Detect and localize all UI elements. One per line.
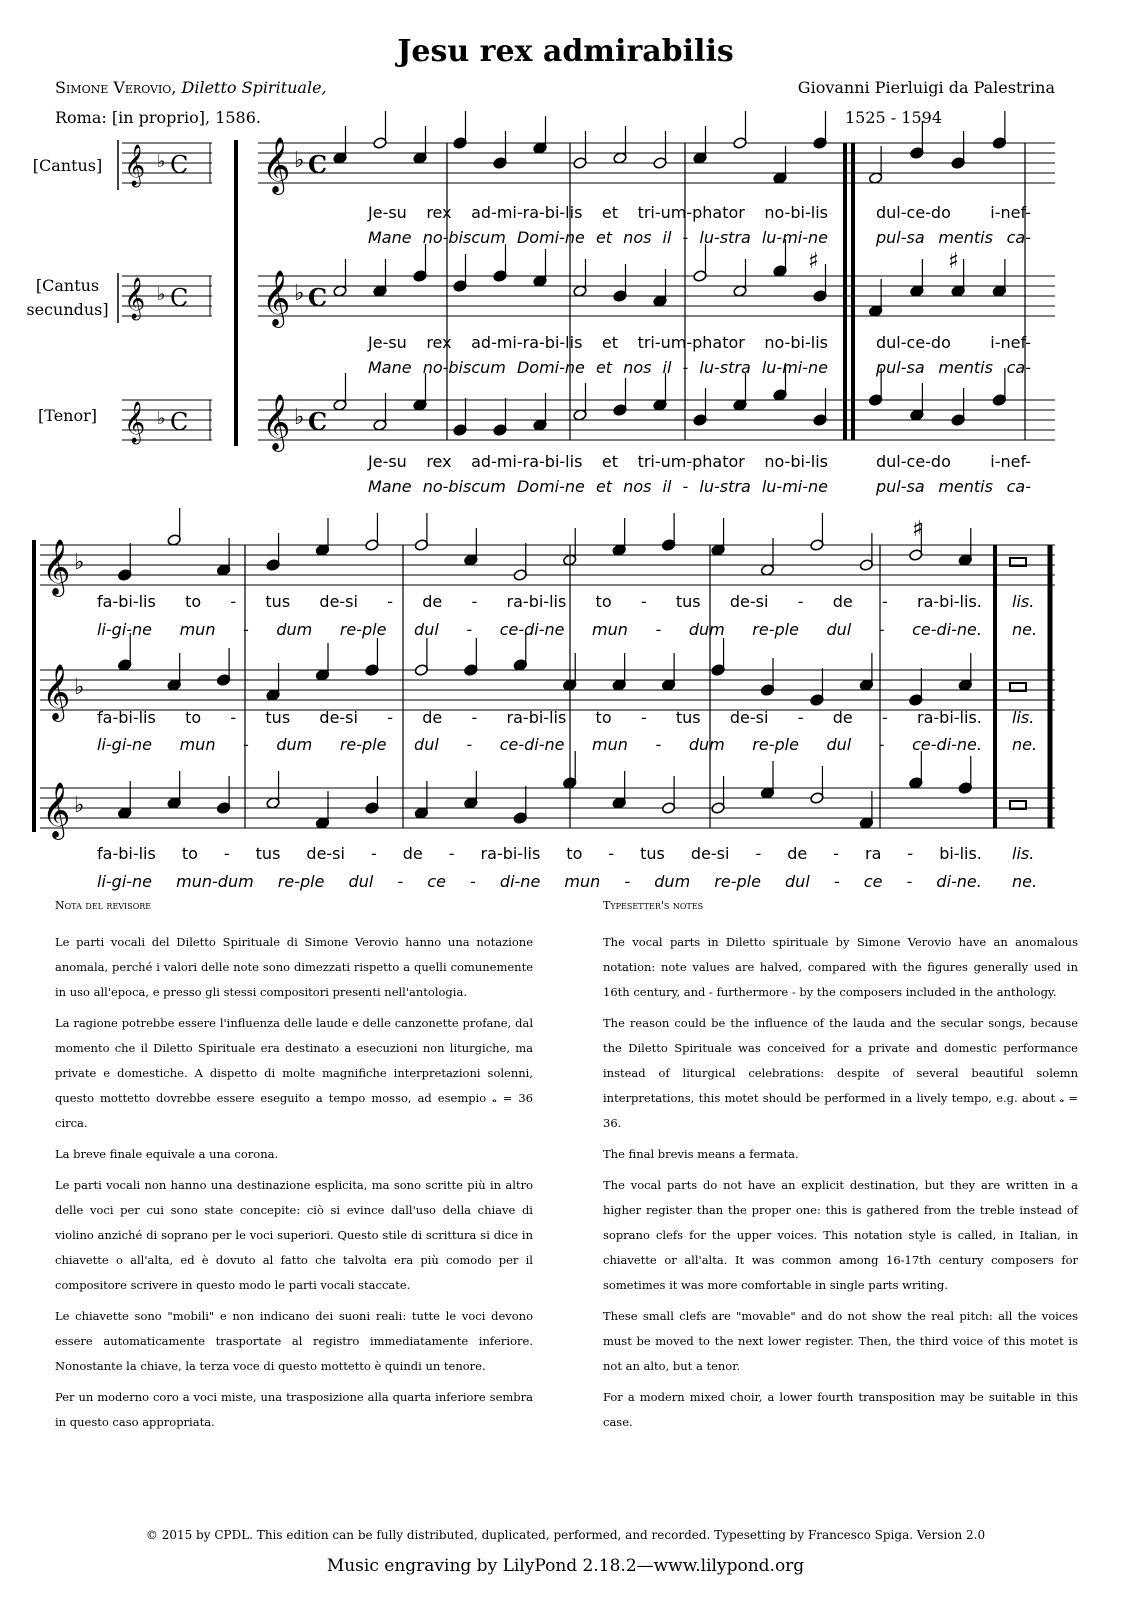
lyric-syllable: Mane <box>368 228 412 247</box>
lyric-syllable: ra-bi-lis <box>506 708 567 727</box>
lyric-line-s1-v3-verse2 <box>368 477 828 496</box>
lyric-syllable: - <box>640 708 647 727</box>
lyric-syllable: re-ple <box>339 735 387 754</box>
notes-italian-p4: Le parti vocali non hanno una destinazione esplicita, ma sono scritte più in altro delle voci per cui sono state concepite: ciò si evince dall'uso della chiave di violino anziché di soprano per le voci superiori. Questo stile di scrittura si dice in chiavette o all'alta, ed è dovuto al fatto che talvolta era più comodo per il compositore scrivere in questo modo le parti vocali staccate. <box>55 1178 533 1292</box>
lyric-syllable: mun <box>179 620 216 639</box>
notes-italian-p6: Per un moderno coro a voci miste, una trasposizione alla quarta inferiore sembra in questo caso appropriata. <box>55 1390 533 1429</box>
lyric-syllable: lu-mi-ne <box>761 477 828 496</box>
lyric-syllable: tus <box>675 708 701 727</box>
lyric-syllable: lis. <box>1012 844 1035 863</box>
lyric-syllable: ce-di-ne. <box>912 735 982 754</box>
lyric-syllable: dum <box>276 735 313 754</box>
time-signature: C <box>170 151 189 179</box>
part-name-cantus-secundus-1: [Cantus <box>35 276 100 295</box>
lyric-syllable: tri-um-phator <box>637 203 745 222</box>
lyric-syllable: ra <box>865 844 882 863</box>
lyric-end-s2-v2-verse1 <box>1012 708 1052 727</box>
notes-english-p2: The reason could be the influence of the lauda and the secular songs, because the Diletto Spirituale was conceived for a private and domestic performance instead of liturgical celebrations: despite of several beautiful solemn interpretations, this motet should be performed in a lively tempo, e.g. about 𝅝 = 36. <box>603 1016 1078 1130</box>
lyric-syllable: il <box>662 358 672 377</box>
lyric-syllable: tri-um-phator <box>637 333 745 352</box>
lyric-line-s1-v2-verse2 <box>368 358 828 377</box>
lyric-syllable: dul-ce-do <box>876 452 951 471</box>
lyric-syllable: Je-su <box>368 203 407 222</box>
sharp-icon: ♯ <box>808 249 819 274</box>
notes-italian-heading: Nota del revisore <box>55 899 152 912</box>
lyric-syllable: lu-stra <box>699 228 751 247</box>
lyric-syllable: tus <box>675 592 701 611</box>
lyric-syllable: dul-ce-do <box>876 203 951 222</box>
lyric-syllable: - <box>397 872 404 891</box>
flat-icon: ♭ <box>74 793 85 818</box>
lyric-syllable: re-ple <box>339 620 387 639</box>
lyric-syllable: - <box>387 592 393 611</box>
notes-english-p6: For a modern mixed choir, a lower fourth transposition may be suitable in this case. <box>603 1390 1078 1429</box>
lyric-syllable: ca- <box>1006 358 1031 377</box>
lyric-line-s1-v3-verse1-end <box>876 452 1031 471</box>
lyric-syllable: fa-bi-lis <box>97 592 156 611</box>
notes-english-p5: These small clefs are "movable" and do not show the real pitch: all the voices must be moved to the next lower register. Then, the third voice of this motet is not an alto, but a tenor. <box>603 1309 1078 1373</box>
time-signature: C <box>308 407 328 436</box>
lyric-syllable: Je-su <box>368 333 407 352</box>
lyric-syllable: dul <box>348 872 374 891</box>
lyric-syllable: Domi-ne <box>516 477 585 496</box>
lyric-syllable: li-gi-ne <box>97 620 153 639</box>
lyric-syllable: re-ple <box>752 620 799 639</box>
lyric-line-s1-v3-verse2-end <box>876 477 1031 496</box>
lyric-syllable: i-nef- <box>990 203 1031 222</box>
lyric-line-s2-v3-verse2 <box>97 872 982 891</box>
source-imprint: Roma: [in proprio], 1586. <box>55 108 261 127</box>
lyric-syllable: de <box>832 592 853 611</box>
lyric-syllable: ne. <box>1012 872 1038 891</box>
lyric-syllable: no-bi-lis <box>764 452 828 471</box>
lyric-syllable: mun <box>564 872 601 891</box>
lyric-syllable: dul <box>826 620 852 639</box>
lyric-syllable: - <box>471 592 478 611</box>
lyric-line-s1-v2-verse1 <box>368 333 828 352</box>
lyric-syllable: - <box>370 844 377 863</box>
lyric-syllable: pul-sa <box>876 358 925 377</box>
lyric-syllable: - <box>833 872 840 891</box>
lyric-syllable: - <box>466 735 473 754</box>
notes-english <box>603 893 1078 1441</box>
lyric-syllable: ca- <box>1006 477 1031 496</box>
lyric-syllable: mun <box>592 620 628 639</box>
lyric-syllable: no-bi-lis <box>764 333 828 352</box>
lyric-syllable: re-ple <box>277 872 325 891</box>
flat-icon: ♭ <box>157 284 166 305</box>
lyric-line-s1-v2-verse2-end <box>876 358 1031 377</box>
notes-italian-p2: La ragione potrebbe essere l'influenza delle laude e delle canzonette profane, dal momento che il Diletto Spirituale era destinato a esecuzioni non liturgiche, ma private e domestiche. A dispetto di molte magnifiche interpretazioni solenni, questo mottetto dovrebbe essere eseguito a tempo mosso, ad esempio 𝅝 = 36 circa. <box>55 1016 533 1130</box>
lyric-syllable: de-si <box>690 844 730 863</box>
lyric-syllable: fa-bi-lis <box>97 708 156 727</box>
time-signature: C <box>170 408 189 436</box>
lyric-syllable: to <box>595 592 612 611</box>
time-signature: C <box>170 284 189 312</box>
lyric-syllable: lu-stra <box>699 477 751 496</box>
treble-clef-icon: 𝄞 <box>42 664 71 720</box>
lyric-end-s2-v1-verse1 <box>1012 592 1052 611</box>
lyric-syllable: de <box>422 592 443 611</box>
lyric-syllable: dum <box>276 620 313 639</box>
lyric-syllable: nos <box>623 358 652 377</box>
lyric-syllable: - <box>243 620 249 639</box>
lyric-syllable: - <box>608 844 615 863</box>
source-book: Diletto Spirituale, <box>181 78 327 97</box>
lyric-line-s2-v3-verse1 <box>97 844 982 863</box>
lyric-syllable: lu-stra <box>699 358 751 377</box>
lyric-end-s2-v1-verse2 <box>1012 620 1052 639</box>
lyric-syllable: de-si <box>319 592 358 611</box>
lyric-syllable: - <box>243 735 249 754</box>
lyric-line-s1-v2-verse1-end <box>876 333 1031 352</box>
lyric-syllable: li-gi-ne <box>97 735 153 754</box>
lyric-syllable: - <box>755 844 762 863</box>
notes-italian-p3: La breve finale equivale a una corona. <box>55 1147 279 1161</box>
lyric-syllable: no-bi-lis <box>764 203 828 222</box>
lyric-end-s2-v2-verse2 <box>1012 735 1052 754</box>
lyric-syllable: lu-mi-ne <box>761 358 828 377</box>
lyric-syllable: de <box>832 708 853 727</box>
lyric-syllable: bi-lis. <box>939 844 982 863</box>
flat-icon: ♭ <box>157 151 166 172</box>
lyric-syllable: to <box>595 708 612 727</box>
lyric-syllable: il <box>662 477 672 496</box>
lyric-line-s1-v1-verse2-end <box>876 228 1031 247</box>
lyric-syllable: tri-um-phator <box>637 452 745 471</box>
lyric-syllable: mentis <box>938 358 993 377</box>
lyric-syllable: ad-mi-ra-bi-lis <box>471 452 583 471</box>
lyric-syllable: - <box>655 620 662 639</box>
lyric-syllable: - <box>797 708 804 727</box>
lyric-syllable: de <box>787 844 808 863</box>
sharp-icon: ♯ <box>912 517 923 542</box>
lyric-syllable: rex <box>426 203 452 222</box>
lyric-syllable: ce-di-ne <box>499 735 565 754</box>
lyric-syllable: mentis <box>938 228 993 247</box>
lyric-syllable: dul <box>785 872 810 891</box>
lyric-end-s2-v3-verse2 <box>1012 872 1052 891</box>
composer-dates: 1525 - 1594 <box>845 108 943 127</box>
lyric-syllable: - <box>655 735 662 754</box>
lyric-line-s2-v2-verse2 <box>97 735 982 754</box>
lyric-syllable: pul-sa <box>876 477 925 496</box>
lyric-syllable: et <box>601 203 619 222</box>
lyric-syllable: ce-di-ne. <box>912 620 982 639</box>
part-name-cantus-secundus-2: secundus] <box>26 300 109 319</box>
treble-clef-icon: 𝄞 <box>42 782 71 838</box>
lyric-syllable: ca- <box>1006 228 1031 247</box>
lyric-syllable: di-ne <box>499 872 541 891</box>
lyric-syllable: - <box>387 708 393 727</box>
lyric-syllable: Domi-ne <box>516 358 585 377</box>
lyric-syllable: - <box>833 844 840 863</box>
lyric-syllable: i-nef- <box>990 333 1031 352</box>
lyric-line-s1-v1-verse2 <box>368 228 828 247</box>
lyric-syllable: - <box>907 844 914 863</box>
lyric-syllable: Mane <box>368 358 412 377</box>
lyric-syllable: - <box>682 358 689 377</box>
treble-clef-icon: 𝄞 <box>262 394 291 450</box>
copyright-footer: © 2015 by CPDL. This edition can be fully distributed, duplicated, performed, and recorded. Typesetting by Francesco Spiga. Version 2.0 <box>145 1528 986 1542</box>
lyric-syllable: - <box>682 228 689 247</box>
notes-italian-p5: Le chiavette sono "mobili" e non indicano dei suoni reali: tutte le voci devono essere automaticamente trasportate al registro immediatamente inferiore. Nonostante la chiave, la terza voce di questo mottetto è quindi un tenore. <box>55 1309 533 1373</box>
lyric-syllable: - <box>470 872 476 891</box>
source-editor: Simone Verovio <box>55 78 172 97</box>
lyric-syllable: i-nef- <box>990 452 1031 471</box>
lyric-syllable: - <box>878 620 885 639</box>
lyric-syllable: dul <box>414 735 439 754</box>
lyric-syllable: et <box>595 228 613 247</box>
time-signature: C <box>308 283 328 312</box>
lyric-syllable: de-si <box>729 708 769 727</box>
lyric-line-s1-v1-verse1 <box>368 203 828 222</box>
lyric-syllable: tus <box>265 592 291 611</box>
treble-clef-icon: 𝄞 <box>262 137 291 193</box>
lyric-syllable: ra-bi-lis. <box>917 592 982 611</box>
lyric-syllable: ad-mi-ra-bi-lis <box>471 203 583 222</box>
lyric-end-s2-v3-verse1 <box>1012 844 1052 863</box>
lyric-syllable: pul-sa <box>876 228 925 247</box>
lyric-syllable: re-ple <box>752 735 799 754</box>
notes-italian <box>55 893 533 1441</box>
lyric-syllable: - <box>471 708 478 727</box>
lyric-syllable: mentis <box>938 477 993 496</box>
lyric-syllable: ce <box>863 872 883 891</box>
lyric-syllable: - <box>230 592 237 611</box>
flat-icon: ♭ <box>74 675 85 700</box>
lyric-syllable: tus <box>640 844 665 863</box>
lyric-syllable: et <box>595 358 613 377</box>
lyric-syllable: dul <box>414 620 439 639</box>
notes-english-p1: The vocal parts in Diletto spirituale by Simone Verovio have an anomalous notation: note values are halved, compared with the figures generally used in 16th century, and - furthermore - by the composers included in the anthology. <box>603 935 1078 999</box>
notes-italian-p1: Le parti vocali del Diletto Spirituale di Simone Verovio hanno una notazione anomala, perché i valori delle note sono dimezzati rispetto a quelli comunemente in uso all'epoca, e presso gli stessi compositori presenti nell'antologia. <box>55 935 533 999</box>
notes-english-heading: Typesetter's notes <box>603 899 704 912</box>
lyric-syllable: to <box>185 592 202 611</box>
lyric-syllable: ad-mi-ra-bi-lis <box>471 333 583 352</box>
lyric-syllable: mun-dum <box>176 872 254 891</box>
lyric-syllable: dum <box>688 735 725 754</box>
lyric-syllable: nos <box>623 477 652 496</box>
incipit-clef-icon: 𝄞 <box>124 145 146 186</box>
lyric-syllable: rex <box>426 452 452 471</box>
lyric-syllable: de <box>422 708 443 727</box>
lyric-line-s2-v1-verse2 <box>97 620 982 639</box>
part-name-tenor: [Tenor] <box>38 406 97 425</box>
lyric-syllable: il <box>662 228 672 247</box>
source-line: Simone Verovio, Diletto Spirituale, <box>55 78 327 97</box>
time-signature: C <box>308 150 328 179</box>
lyric-syllable: - <box>797 592 804 611</box>
lyric-syllable: tus <box>265 708 291 727</box>
lyric-syllable: ra-bi-lis. <box>917 708 982 727</box>
lyric-syllable: ce-di-ne <box>499 620 565 639</box>
flat-icon: ♭ <box>74 550 85 575</box>
lyric-syllable: nos <box>623 228 652 247</box>
composer-name: Giovanni Pierluigi da Palestrina <box>797 78 1055 97</box>
lyric-syllable: de-si <box>306 844 345 863</box>
flat-icon: ♭ <box>294 281 305 306</box>
lyric-line-s1-v1-verse1-end <box>876 203 1031 222</box>
lyric-syllable: ne. <box>1012 735 1038 754</box>
notes-english-p4: The vocal parts do not have an explicit destination, but they are written in a higher register than the proper one: this is gathered from the treble instead of soprano clefs for the upper voices. This notation style is called, in Italian, in chiavette or all'alta. It was common among 16-17th century composers for sometimes it was more comfortable in single parts writing. <box>603 1178 1078 1292</box>
lyric-syllable: di-ne. <box>936 872 982 891</box>
lyric-syllable: - <box>640 592 647 611</box>
lyric-syllable: - <box>624 872 631 891</box>
lyric-syllable: to <box>566 844 583 863</box>
treble-clef-icon: 𝄞 <box>42 539 71 595</box>
flat-icon: ♭ <box>294 405 305 430</box>
lyric-syllable: to <box>185 708 202 727</box>
lyric-syllable: - <box>466 620 473 639</box>
lyric-syllable: - <box>448 844 455 863</box>
lyric-syllable: de-si <box>319 708 358 727</box>
lyric-syllable: - <box>881 708 888 727</box>
lyric-syllable: ce <box>427 872 446 891</box>
lyric-syllable: Je-su <box>368 452 407 471</box>
lyric-syllable: - <box>878 735 885 754</box>
lyric-syllable: et <box>595 477 613 496</box>
engraving-credit: Music engraving by LilyPond 2.18.2—www.lilypond.org <box>326 1556 805 1576</box>
lyric-syllable: re-ple <box>714 872 761 891</box>
lyric-syllable: - <box>223 844 230 863</box>
sharp-icon: ♯ <box>948 249 959 274</box>
lyric-syllable: dum <box>654 872 691 891</box>
lyric-syllable: mun <box>592 735 628 754</box>
lyric-syllable: ra-bi-lis <box>506 592 567 611</box>
part-name-cantus: [Cantus] <box>32 156 103 175</box>
lyric-syllable: ra-bi-lis <box>480 844 541 863</box>
lyric-syllable: - <box>682 477 689 496</box>
lyric-syllable: lu-mi-ne <box>761 228 828 247</box>
incipit-clef-icon: 𝄞 <box>124 402 146 443</box>
lyric-syllable: rex <box>426 333 452 352</box>
lyric-syllable: - <box>881 592 888 611</box>
lyric-syllable: tus <box>255 844 281 863</box>
lyric-syllable: no-biscum <box>422 358 506 377</box>
page-title: Jesu rex admirabilis <box>397 34 734 69</box>
lyric-syllable: dul <box>826 735 852 754</box>
lyric-syllable: ne. <box>1012 620 1038 639</box>
lyric-syllable: to <box>181 844 198 863</box>
lyric-syllable: Mane <box>368 477 412 496</box>
lyric-syllable: lis. <box>1012 592 1035 611</box>
incipit-clef-icon: 𝄞 <box>124 278 146 319</box>
lyric-line-s1-v3-verse1 <box>368 452 828 471</box>
lyric-syllable: Domi-ne <box>516 228 585 247</box>
lyric-syllable: fa-bi-lis <box>97 844 156 863</box>
lyric-syllable: mun <box>179 735 216 754</box>
flat-icon: ♭ <box>294 148 305 173</box>
lyric-line-s2-v1-verse1 <box>97 592 982 611</box>
lyric-syllable: dum <box>688 620 725 639</box>
lyric-syllable: et <box>601 333 619 352</box>
lyric-syllable: li-gi-ne <box>97 872 153 891</box>
lyric-syllable: de <box>402 844 423 863</box>
lyric-syllable: no-biscum <box>422 228 506 247</box>
lyric-syllable: de-si <box>729 592 769 611</box>
lyric-syllable: et <box>601 452 619 471</box>
lyric-syllable: - <box>230 708 237 727</box>
lyric-syllable: - <box>906 872 913 891</box>
lyric-syllable: dul-ce-do <box>876 333 951 352</box>
lyric-line-s2-v2-verse1 <box>97 708 982 727</box>
treble-clef-icon: 𝄞 <box>262 270 291 326</box>
flat-icon: ♭ <box>157 408 166 429</box>
lyric-syllable: lis. <box>1012 708 1035 727</box>
lyric-syllable: no-biscum <box>422 477 506 496</box>
notes-english-p3: The final brevis means a fermata. <box>603 1147 799 1161</box>
